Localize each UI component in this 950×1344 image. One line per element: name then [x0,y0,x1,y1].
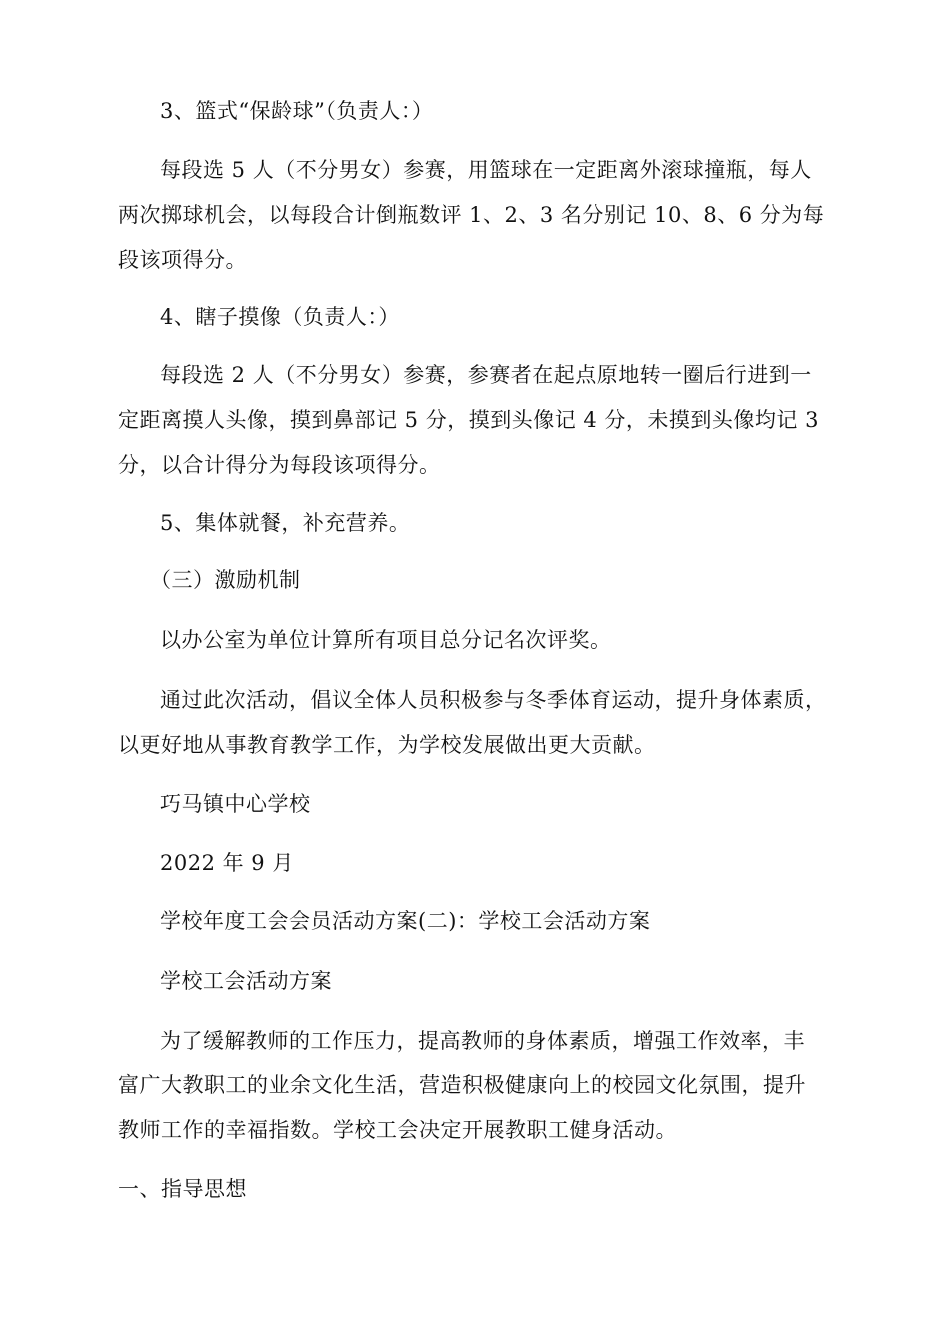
section-title-2: 学校年度工会会员活动方案(二)：学校工会活动方案 [160,909,651,933]
intro-line-1: 为了缓解教师的工作压力，提高教师的身体素质，增强工作效率，丰 [160,1029,805,1053]
item-3-body-line-3: 段该项得分。 [118,248,247,272]
item-5-text: 5、集体就餐，补充营养。 [160,511,411,535]
item-4-heading: 4、瞎子摸像（负责人：） [160,305,400,329]
closing-line-1: 通过此次活动，倡议全体人员积极参与冬季体育运动，提升身体素质， [160,688,827,712]
signature-school: 巧马镇中心学校 [160,792,311,816]
closing-line-2: 以更好地从事教育教学工作，为学校发展做出更大贡献。 [118,733,656,757]
item-4-body-line-1: 每段选 2 人（不分男女）参赛，参赛者在起点原地转一圈后行进到一 [160,363,812,387]
incentive-text: 以办公室为单位计算所有项目总分记名次评奖。 [160,628,612,652]
signature-date: 2022 年 9 月 [160,851,294,875]
guiding-thought-heading: 一、指导思想 [118,1177,247,1201]
section-incentive-heading: （三）激励机制 [150,568,301,592]
item-4-body-line-2: 定距离摸人头像，摸到鼻部记 5 分，摸到头像记 4 分，未摸到头像均记 3 [118,408,819,432]
item-4-body-line-3: 分，以合计得分为每段该项得分。 [118,453,441,477]
item-3-body-line-1: 每段选 5 人（不分男女）参赛，用篮球在一定距离外滚球撞瓶，每人 [160,158,812,182]
intro-line-2: 富广大教职工的业余文化生活，营造积极健康向上的校园文化氛围，提升 [118,1073,806,1097]
item-3-body-line-2: 两次掷球机会，以每段合计倒瓶数评 1、2、3 名分别记 10、8、6 分为每 [118,203,825,227]
item-3-heading: 3、篮式“保龄球”（负责人：） [160,99,434,123]
intro-line-3: 教师工作的幸福指数。学校工会决定开展教职工健身活动。 [118,1118,677,1142]
section-subtitle: 学校工会活动方案 [160,969,332,993]
